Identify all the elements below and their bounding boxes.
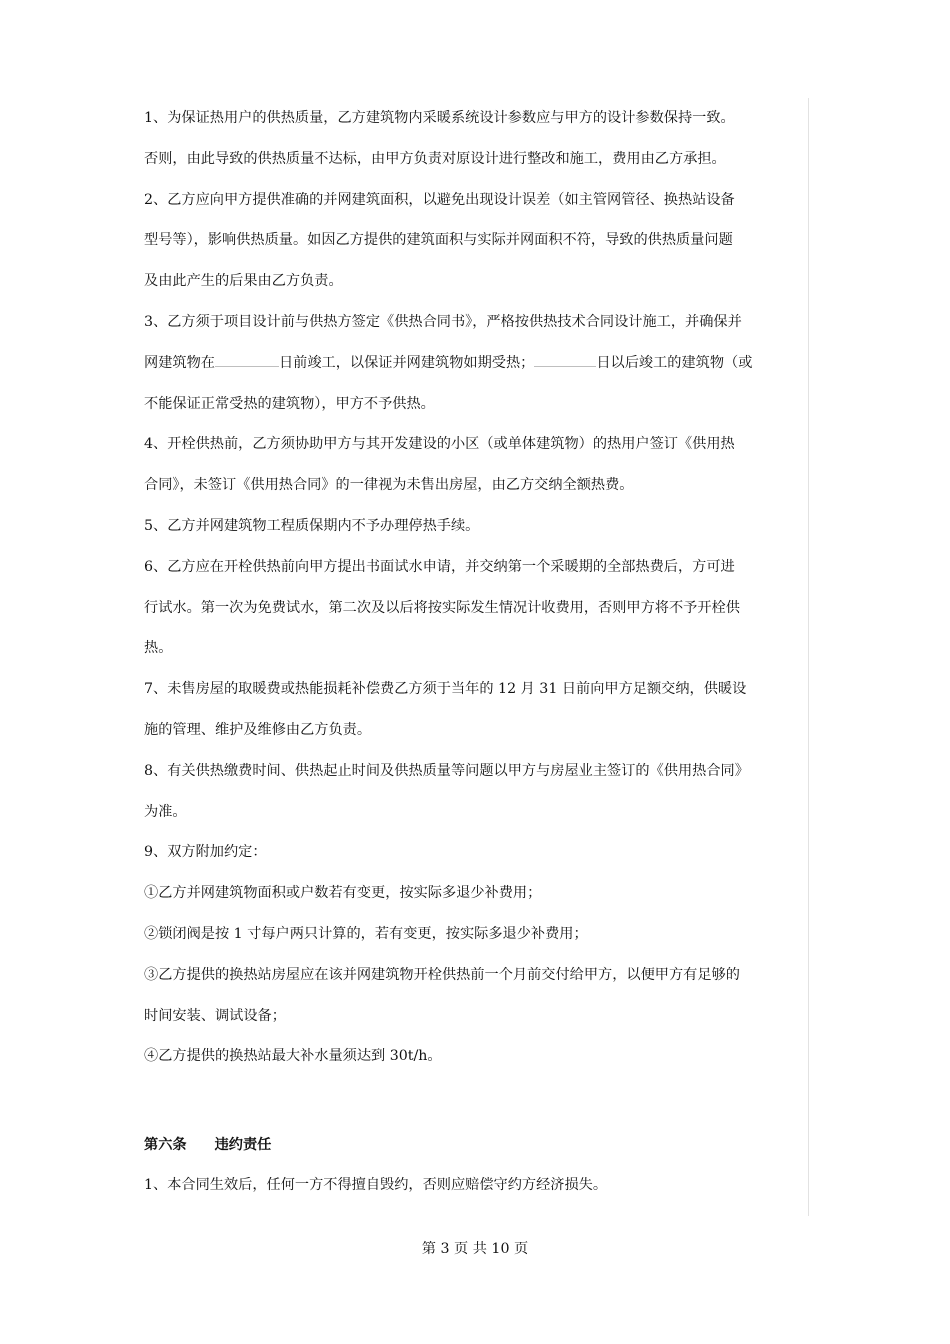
- clause-9-line-1: 9、双方附加约定：: [144, 844, 267, 861]
- clause-3-text-a: 网建筑物在: [144, 354, 215, 371]
- clause-7-line-1: 7、未售房屋的取暖费或热能损耗补偿费乙方须于当年的 12 月 31 日前向甲方足额交纳，供暖设: [144, 681, 747, 698]
- clause-6-line-2: 行试水。第一次为免费试水，第二次及以后将按实际发生情况计收费用，否则甲方将不予开栓供: [144, 599, 740, 616]
- section-6-title: 违约责任: [214, 1137, 272, 1154]
- section-6-heading: [144, 1125, 808, 1165]
- agreement-item-2: ②锁闭阀是按 1 寸每户两只计算的，若有变更，按实际多退少补费用；: [144, 925, 588, 942]
- page-frame-line: [808, 98, 809, 1216]
- document-body: [144, 98, 808, 1206]
- clause-6-line-3: 热。: [144, 640, 173, 657]
- clause-3-line-2: [144, 343, 808, 384]
- clause-7-line-2: 施的管理、维护及维修由乙方负责。: [144, 721, 372, 738]
- clause-2-line-3: 及由此产生的后果由乙方负责。: [144, 273, 343, 290]
- clause-2-line-2: 型号等），影响供热质量。如因乙方提供的建筑面积与实际并网面积不符，导致的供热质量问题: [144, 232, 733, 249]
- date-blank-1[interactable]: [215, 348, 279, 367]
- clause-3-line-1: 3、乙方须于项目设计前与供热方签定《供热合同书》，严格按供热技术合同设计施工，并确保并: [144, 313, 742, 330]
- agreement-item-3-line-2: 时间安装、调试设备；: [144, 1007, 286, 1024]
- clause-4-line-1: 4、开栓供热前，乙方须协助甲方与其开发建设的小区（或单体建筑物）的热用户签订《供用热: [144, 436, 735, 453]
- agreement-item-1: ①乙方并网建筑物面积或户数若有变更，按实际多退少补费用；: [144, 885, 542, 902]
- section-6-item-1: 1、本合同生效后，任何一方不得擅自毁约，否则应赔偿守约方经济损失。: [144, 1177, 608, 1194]
- page-footer: 第 3 页 共 10 页: [421, 1241, 529, 1257]
- agreement-item-4: ④乙方提供的换热站最大补水量须达到 30t/h。: [144, 1048, 442, 1065]
- agreement-item-3-line-1: ③乙方提供的换热站房屋应在该并网建筑物开栓供热前一个月前交付给甲方，以便甲方有足够的: [144, 966, 740, 983]
- clause-3-text-c: 日以后竣工的建筑物（或: [596, 354, 753, 371]
- clause-6-line-1: 6、乙方应在开栓供热前向甲方提出书面试水申请，并交纳第一个采暖期的全部热费后，方可进: [144, 558, 735, 575]
- clause-2-line-1: 2、乙方应向甲方提供准确的并网建筑面积，以避免出现设计误差（如主管网管径、换热站设备: [144, 191, 735, 208]
- clause-8-line-2: 为准。: [144, 803, 187, 820]
- section-spacer: [144, 1077, 808, 1125]
- clause-5-line-1: 5、乙方并网建筑物工程质保期内不予办理停热手续。: [144, 517, 480, 534]
- date-blank-2[interactable]: [534, 348, 596, 367]
- section-6-number: 第六条: [144, 1137, 187, 1154]
- clause-1-line-1: 1、为保证热用户的供热质量，乙方建筑物内采暖系统设计参数应与甲方的设计参数保持一致。: [144, 110, 735, 126]
- clause-3-line-3: 不能保证正常受热的建筑物），甲方不予供热。: [144, 395, 435, 412]
- clause-1-line-2: 否则，由此导致的供热质量不达标，由甲方负责对原设计进行整改和施工，费用由乙方承担。: [144, 150, 726, 167]
- clause-3-text-b: 日前竣工，以保证并网建筑物如期受热；: [278, 354, 535, 371]
- clause-8-line-1: 8、有关供热缴费时间、供热起止时间及供热质量等问题以甲方与房屋业主签订的《供用热合同》: [144, 762, 749, 779]
- clause-4-line-2: 合同》，未签订《供用热合同》的一律视为未售出房屋，由乙方交纳全额热费。: [144, 477, 634, 494]
